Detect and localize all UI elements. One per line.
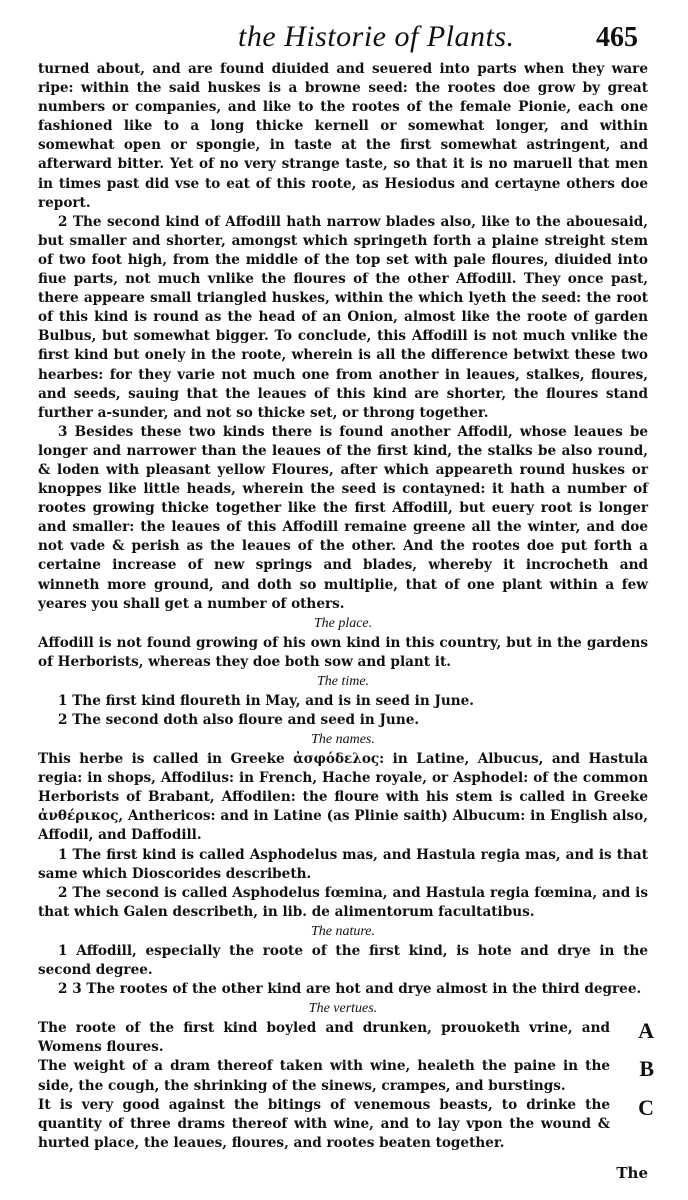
time-line-2: 2 The second doth also floure and seed in June. <box>58 712 420 728</box>
names-text: This herbe is called in Greeke ἀσφόδελος: in Latine, Albucus, and Hastula regia: in shops, Affodilus: in French, Hache royale, or Asphodel: of the common Herborists of Brabant, Affodilen: the floure with his stem is called in Greeke ἀνθέρικος, Anthericos: and in Latine (as Plinie saith) Albucum: in English also, Affodil, and Daffodill. <box>38 751 648 844</box>
nature-first: 1 Affodill, especially the roote of the first kind, is hote and drye in the second degree. <box>38 942 648 979</box>
paragraph-third-kind: 3 Besides these two kinds there is found another Affodil, whose leaues be longer and narrower than the leaues of the first kind, the stalks be also round, & loden with pleasant yellow Floures, after which appeareth round huskes or knoppes like little heads, wherein the seed is contayned: it hath a number of rootes growing thicke together like the first Affodill, but euery root is longer and smaller: the leaues of this Affodill remaine greene all the winter, and doe not vade & perish as the leaues of the other. And the rootes doe put forth a certaine increase of new springs and blades, whereby it incrocheth and winneth more ground, and doth so multiplie, that of one plant within a few yeares you shall get a number of others. <box>38 423 648 612</box>
nature-second: 2 3 The rootes of the other kind are hot and drye almost in the third degree. <box>58 981 642 998</box>
names-second-kind: 2 The second is called Asphodelus fœmina, and Hastula regia fœmina, and is that which Galen describeth, in lib. de alimentorum facultatibus. <box>38 884 648 920</box>
catchword: The <box>616 1164 648 1182</box>
paragraph-second-kind: 2 The second kind of Affodill hath narrow blades also, like to the abouesaid, but smaller and shorter, amongst which springeth forth a plaine streight stem of two foot high, from the middle of the top set with pale floures, diuided into fiue parts, not much vnlike the floures of the other Affodill. They once past, there appeare small triangled huskes, within the which lyeth the seed: the root of this kind is round as the head of an Onion, almost like the roote of garden Bulbus, but somewhat bigger. To conclude, this Affodill is not much vnlike the first kind but onely in the roote, wherein is all the difference betwixt these two hearbes: for they varie not much one from another in leaues, stalkes, floures, and seeds, sauing that the leaues of this kind are shorter, the floures stand further a-sunder, and not so thicke set, or throng together. <box>38 213 648 421</box>
paragraph-continued: turned about, and are found diuided and seuered into parts when they ware ripe: within the said huskes is a browne seed: the rootes doe grow by great numbers or companies, and like to the rootes of the female Pionie, each one fashioned like to a long thicke kernell or somewhat longer, and within somewhat open or spongie, in taste at the first somewhat astringent, and afterward bitter. Yet of no very strange taste, so that it is no maruell that men in times past did vse to eat of this roote, as Hesiodus and certayne others doe report. <box>38 61 648 211</box>
names-first-kind: 1 The first kind is called Asphodelus mas, and Hastula regia mas, and is that same which Dioscorides describeth. <box>38 846 648 882</box>
time-line-1: 1 The first kind floureth in May, and is in seed in June. <box>58 692 475 709</box>
page-number: 465 <box>596 22 638 53</box>
vertue-item <box>38 1018 654 1057</box>
heading-place: The place. <box>313 615 373 631</box>
vertue-item <box>38 1094 654 1153</box>
margin-letter: A <box>638 1018 654 1044</box>
heading-vertues: The vertues. <box>308 1001 378 1017</box>
vertue-text: The roote of the first kind boyled and drunken, prouoketh vrine, and Womens floures. <box>38 1020 610 1056</box>
vertue-text: It is very good against the bitings of venemous beasts, to drinke the quantity of three drams thereof with wine, and to lay vpon the wound & hurted place, the leaues, floures, and rootes beaten together. <box>38 1096 610 1151</box>
page-body <box>38 60 654 1153</box>
page-header <box>38 10 648 60</box>
margin-letter: B <box>639 1056 654 1082</box>
margin-letter: C <box>638 1094 654 1120</box>
heading-time: The time. <box>316 673 370 689</box>
heading-names: The names. <box>311 732 375 748</box>
heading-nature: The nature. <box>310 923 376 939</box>
running-title: the Historie of Plants. <box>238 20 515 53</box>
place-text: Affodill is not found growing of his own kind in this country, but in the gardens of Herborists, whereas they doe both sow and plant it. <box>38 634 648 670</box>
vertue-item <box>38 1056 654 1095</box>
vertue-text: The weight of a dram thereof taken with wine, healeth the paine in the side, the cough, the shrinking of the sinews, crampes, and burstings. <box>38 1058 610 1094</box>
